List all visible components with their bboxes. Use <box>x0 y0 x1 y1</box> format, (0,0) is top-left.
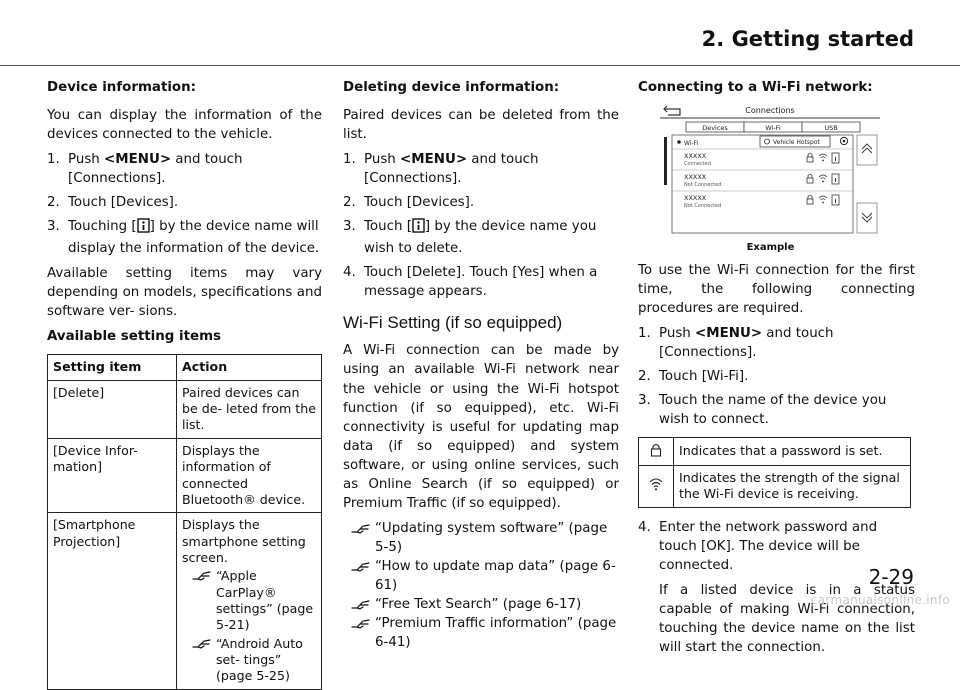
step-item <box>343 150 619 188</box>
steps-list <box>47 150 322 258</box>
cross-reference[interactable] <box>343 614 619 652</box>
page-number: 2-29 <box>868 564 914 589</box>
screen-title: Connections <box>745 106 795 116</box>
setting-item-cell: [Smartphone Projection] <box>48 513 177 690</box>
step-number: 1. <box>638 326 651 342</box>
cross-reference[interactable] <box>343 595 619 614</box>
pointing-hand-icon <box>192 569 212 585</box>
table-header-row <box>48 355 322 380</box>
legend-text: Indicates that a password is set. <box>674 437 911 465</box>
tab-wifi-label: Wi-Fi <box>765 124 781 133</box>
step-number: 4. <box>343 265 356 281</box>
reference-text: “Updating system software” (page 5-5) <box>375 520 608 555</box>
table-row <box>48 438 322 512</box>
pointing-hand-icon <box>351 616 371 635</box>
heading-connecting-wifi: Connecting to a Wi-Fi network: <box>638 80 873 95</box>
network-name: XXXXX <box>684 152 707 161</box>
action-cell: Paired devices can be de- leted from the list. <box>177 380 322 438</box>
step-text: Touch [Delete]. Touch [Yes] when a message appears. <box>364 265 598 300</box>
network-status: Not Connected <box>684 182 722 189</box>
pointing-hand-icon <box>351 521 371 540</box>
icon-legend-table <box>638 437 911 508</box>
legend-row <box>639 465 911 507</box>
action-cell: Displays the information of connected Bluetooth® device. <box>177 438 322 512</box>
column-header-setting: Setting item <box>48 355 177 380</box>
pointing-hand-icon <box>192 637 212 653</box>
cross-reference[interactable] <box>343 557 619 595</box>
menu-key: <MENU> <box>400 152 468 168</box>
step-item <box>343 193 619 212</box>
wifi-signal-icon <box>639 465 674 507</box>
action-text: Displays the smartphone setting screen. <box>182 517 306 565</box>
step-item <box>343 217 619 258</box>
network-name: XXXXX <box>684 173 707 182</box>
step-text: Push <box>659 326 696 342</box>
step-text: Push <box>364 152 401 168</box>
step-text: Touching [ <box>68 219 137 235</box>
step-item <box>638 324 915 362</box>
reference-text: “How to update map data” (page 6-61) <box>375 558 616 593</box>
step-item <box>638 367 915 386</box>
step-number: 2. <box>47 195 60 211</box>
step-item <box>343 263 619 301</box>
steps-list <box>343 150 619 301</box>
network-status: Not Connected <box>684 203 722 210</box>
column-header-action: Action <box>177 355 322 380</box>
step-item <box>47 217 322 258</box>
step-number: 4. <box>638 519 651 535</box>
step-number: 2. <box>343 195 356 211</box>
settings-table <box>47 354 322 689</box>
step-text: Touch [Devices]. <box>68 195 179 211</box>
step-text: Touch [Devices]. <box>364 195 475 211</box>
network-name: XXXXX <box>684 194 707 203</box>
column-deleting-device <box>343 78 619 652</box>
cross-reference[interactable] <box>182 636 316 685</box>
step-item <box>47 150 322 188</box>
action-cell <box>177 513 322 690</box>
step-text: Touch [ <box>364 219 412 235</box>
cross-reference[interactable] <box>182 568 316 633</box>
step-text: Touch the name of the device you wish to connect. <box>659 393 887 428</box>
intro-text: You can display the information of the devices connected to the vehicle. <box>47 108 322 143</box>
menu-key: <MENU> <box>695 326 763 342</box>
device-info-icon <box>137 218 150 239</box>
chapter-title: 2. Getting started <box>701 27 914 51</box>
step-text: Enter the network password and touch [OK]. The device will be connected. <box>659 519 878 573</box>
figure-caption: Example <box>746 242 795 254</box>
steps-list <box>638 324 915 429</box>
watermark: carmanualsonline.info <box>810 592 950 607</box>
cross-reference[interactable] <box>343 519 619 557</box>
tab-devices-label: Devices <box>702 124 728 133</box>
setting-item-cell: [Device Infor- mation] <box>48 438 177 512</box>
hotspot-label: Vehicle Hotspot <box>773 139 820 147</box>
table-heading: Available setting items <box>47 329 222 345</box>
intro-text: Paired devices can be deleted from the list. <box>343 108 619 143</box>
step-item <box>47 193 322 212</box>
pointing-hand-icon <box>351 559 371 578</box>
step-number: 3. <box>638 393 651 409</box>
step-number: 3. <box>47 219 60 235</box>
step-number: 1. <box>343 152 356 168</box>
reference-text: “Free Text Search” (page 6-17) <box>375 596 582 612</box>
connections-screen-example <box>660 103 880 235</box>
step-item <box>638 391 915 429</box>
availability-note: Available setting items may vary depending on models, specifications and software ver- sions. <box>47 266 322 320</box>
setting-item-cell: [Delete] <box>48 380 177 438</box>
step-number: 2. <box>638 369 651 385</box>
header-rule <box>0 65 960 66</box>
menu-key: <MENU> <box>104 152 172 168</box>
reference-text: “Premium Traffic information” (page 6-41) <box>375 615 617 650</box>
step-number: 1. <box>47 152 60 168</box>
section-title-wifi: Wi-Fi Setting (if so equipped) <box>343 313 563 333</box>
step-text: ] by the device name you wish to delete. <box>364 219 597 257</box>
step-text: Push <box>68 152 105 168</box>
step-text: and touch [Connections]. <box>364 152 539 187</box>
lock-icon <box>639 437 674 465</box>
legend-row <box>639 437 911 465</box>
step-number: 3. <box>343 219 356 235</box>
intro-text: To use the Wi-Fi connection for the first time, the following connecting procedures are required. <box>638 263 915 317</box>
table-row <box>48 380 322 438</box>
heading-device-information: Device information: <box>47 80 197 95</box>
heading-deleting-device: Deleting device information: <box>343 80 560 95</box>
tab-usb-label: USB <box>824 124 838 133</box>
network-status: Connected <box>684 161 711 168</box>
table-row <box>48 513 322 690</box>
wifi-description: A Wi-Fi connection can be made by using an available Wi-Fi network near the vehicle or using the Wi-Fi hotspot function (if so equipped), etc. Wi-Fi connectivity is useful for updating map data (if so equipped) and system software, or using online services, such as Online Search (if so equipped) or Premium Traffic (if so equipped). <box>343 343 619 511</box>
scroll-indicator <box>664 137 667 185</box>
device-info-icon <box>412 218 425 239</box>
column-device-information <box>47 78 322 690</box>
reference-text: “Apple CarPlay® settings” (page 5-21) <box>216 568 314 633</box>
wifi-toggle-label: Wi-Fi <box>684 140 699 148</box>
legend-text: Indicates the strength of the signal the Wi-Fi device is receiving. <box>674 465 911 507</box>
step-text: Touch [Wi-Fi]. <box>659 369 749 385</box>
wifi-toggle-indicator[interactable] <box>677 140 681 144</box>
step-text: and touch [Connections]. <box>68 152 243 187</box>
step-text: ] by the device name will display the information of the device. <box>68 219 320 257</box>
step-note: If a listed device is in a status capable of making Wi-Fi connection, touching the device name on the list will start the connection. <box>659 582 915 655</box>
step-text: and touch [Connections]. <box>659 326 834 361</box>
reference-text: “Android Auto set- tings” (page 5-25) <box>216 635 303 684</box>
